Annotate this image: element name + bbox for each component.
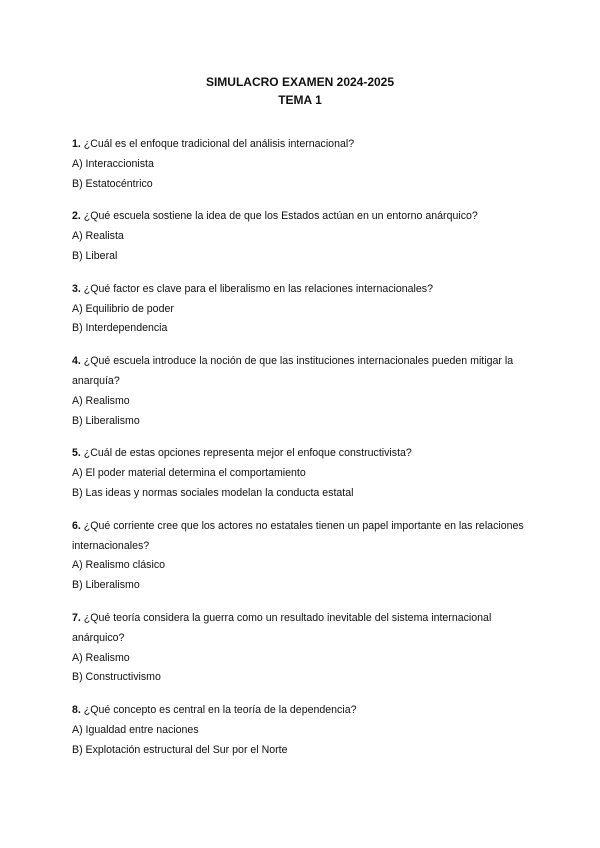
answer-option: B) Explotación estructural del Sur por el Norte xyxy=(72,743,288,756)
question-prompt: ¿Cuál es el enfoque tradicional del análisis internacional? xyxy=(83,138,355,150)
question-number: 5. xyxy=(72,447,81,460)
question-prompt: ¿Qué corriente cree que los actores no estatales tienen un papel importante en las relaciones internacionales? xyxy=(72,519,524,552)
question-prompt: ¿Cuál de estas opciones representa mejor el enfoque constructivista? xyxy=(83,447,412,460)
question-text xyxy=(72,609,532,649)
question-prompt: ¿Qué escuela sostiene la idea de que los Estados actúan en un entorno anárquico? xyxy=(83,210,478,223)
question-number: 7. xyxy=(72,611,81,624)
answer-option: A) Igualdad entre naciones xyxy=(72,723,199,736)
question-text xyxy=(72,517,532,557)
question-prompt: ¿Qué concepto es central en la teoría de la dependencia? xyxy=(83,704,357,717)
answer-option: B) Constructivismo xyxy=(72,671,161,684)
question-item xyxy=(72,444,532,503)
answer-option: A) Equilibrio de poder xyxy=(72,302,174,315)
answer-option: A) Interaccionista xyxy=(72,157,154,170)
answer-option: B) Interdependencia xyxy=(72,322,168,335)
question-number: 1. xyxy=(72,138,81,150)
question-prompt: ¿Qué factor es clave para el liberalismo en las relaciones internacionales? xyxy=(83,282,433,295)
question-number: 2. xyxy=(72,210,81,223)
answer-option: B) Liberalismo xyxy=(72,414,140,427)
question-text xyxy=(72,135,532,155)
document-header xyxy=(0,73,600,109)
question-text xyxy=(72,207,532,227)
question-text xyxy=(72,280,532,300)
answer-option: B) Liberalismo xyxy=(72,579,140,592)
answer-option: B) Estatocéntrico xyxy=(72,177,153,190)
question-list xyxy=(72,135,532,774)
answer-option: A) Realista xyxy=(72,230,124,243)
answer-option: A) Realismo clásico xyxy=(72,559,166,572)
question-prompt: ¿Qué escuela introduce la noción de que las instituciones internacionales pueden mitigar la anarquía? xyxy=(72,355,514,387)
document-subtitle: TEMA 1 xyxy=(278,93,322,107)
question-item xyxy=(72,280,532,339)
question-number: 3. xyxy=(72,282,81,295)
answer-option: A) El poder material determina el comportamiento xyxy=(72,467,306,480)
question-number: 8. xyxy=(72,704,81,717)
question-text xyxy=(72,701,532,721)
document-title: SIMULACRO EXAMEN 2024-2025 xyxy=(205,75,395,89)
question-item xyxy=(72,517,532,596)
answer-option: A) Realismo xyxy=(72,651,130,664)
question-item xyxy=(72,135,532,194)
question-text xyxy=(72,444,532,464)
answer-option: B) Liberal xyxy=(72,249,118,262)
question-text xyxy=(72,352,532,392)
question-number: 4. xyxy=(72,355,81,368)
question-item xyxy=(72,207,532,266)
question-item xyxy=(72,701,532,760)
answer-option: B) Las ideas y normas sociales modelan la conducta estatal xyxy=(72,486,354,499)
question-item xyxy=(72,609,532,688)
answer-option: A) Realismo xyxy=(72,394,130,407)
question-number: 6. xyxy=(72,519,81,532)
question-item xyxy=(72,352,532,431)
question-prompt: ¿Qué teoría considera la guerra como un resultado inevitable del sistema internacional anárquico? xyxy=(72,611,492,644)
